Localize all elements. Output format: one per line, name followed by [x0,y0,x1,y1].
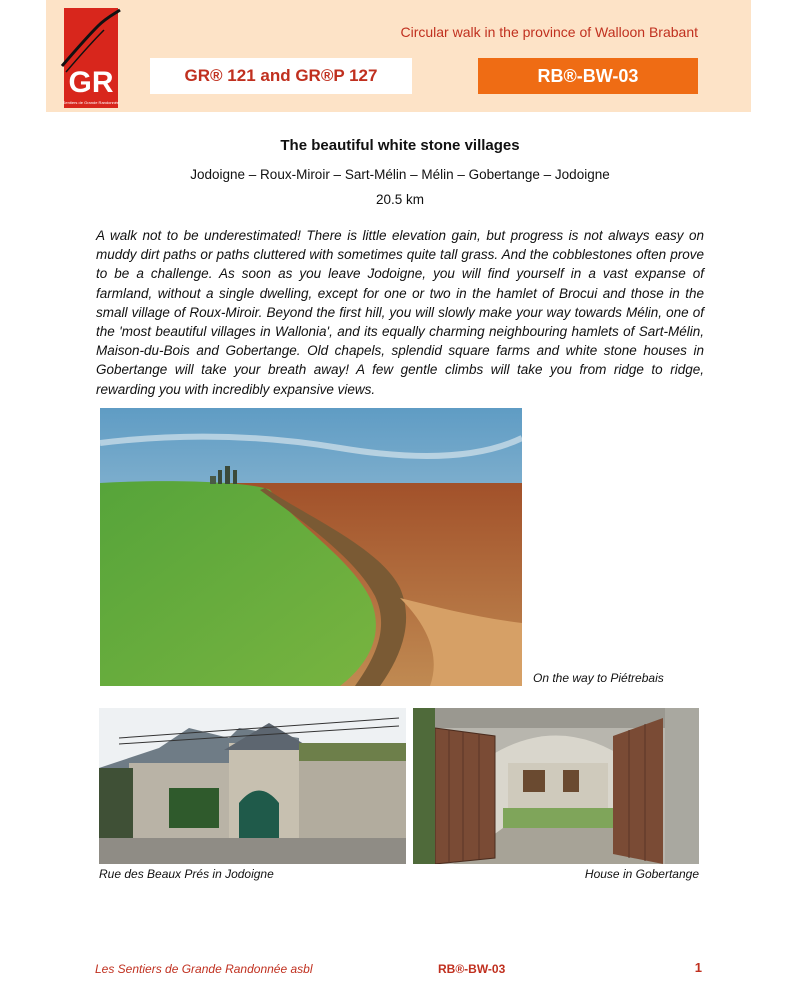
route-villages: Jodoigne – Roux-Miroir – Sart-Mélin – Mélin – Gobertange – Jodoigne [190,167,610,182]
rb-code-label: RB®-BW-03 [478,58,698,94]
gr-logo [60,8,122,110]
logo-text: GR [68,66,114,99]
gate-photo [413,708,699,864]
fields-photo [100,408,522,686]
street-photo [99,708,406,864]
page-number: 1 [694,960,702,975]
gr-route-label: GR® 121 and GR®P 127 [150,58,412,94]
page-title: The beautiful white stone villages [280,137,520,154]
left-photo-caption: Rue des Beaux Prés in Jodoigne [99,867,274,881]
header-band [46,0,751,112]
logo-subtext: Sentiers de Grande Randonnée [62,100,120,105]
header-tagline: Circular walk in the province of Walloon Brabant [400,24,698,40]
right-photo-caption: House in Gobertange [584,867,699,881]
intro-paragraph: A walk not to be underestimated! There is little elevation gain, but progress is not always easy on muddy dirt paths or paths cluttered with sometimes quite tall grass. And the cobblestones often prove to be a challenge. As soon as you leave Jodoigne, you will find yourself in a vast expanse of farmland, without a single dwelling, except for one or two in the hamlet of Brocui and those in the small village of Roux-Miroir. Beyond the first hill, you will slowly make your way towards Mélin, one of the 'most beautiful villages in Wallonia', and its equally charming neighbouring hamlets of Sart-Mélin, Maison-du-Bois and Gobertange. Old chapels, splendid square farms and white stone houses in Gobertange will take your breath away! A few gentle climbs will take you from ridge to ridge, rewarding you with incredibly expansive views. [96,228,704,397]
route-distance: 20.5 km [375,192,425,207]
main-photo-caption: On the way to Piétrebais [533,671,664,685]
footer-organization: Les Sentiers de Grande Randonnée asbl [95,962,313,976]
footer-route-code: RB®-BW-03 [438,962,506,976]
